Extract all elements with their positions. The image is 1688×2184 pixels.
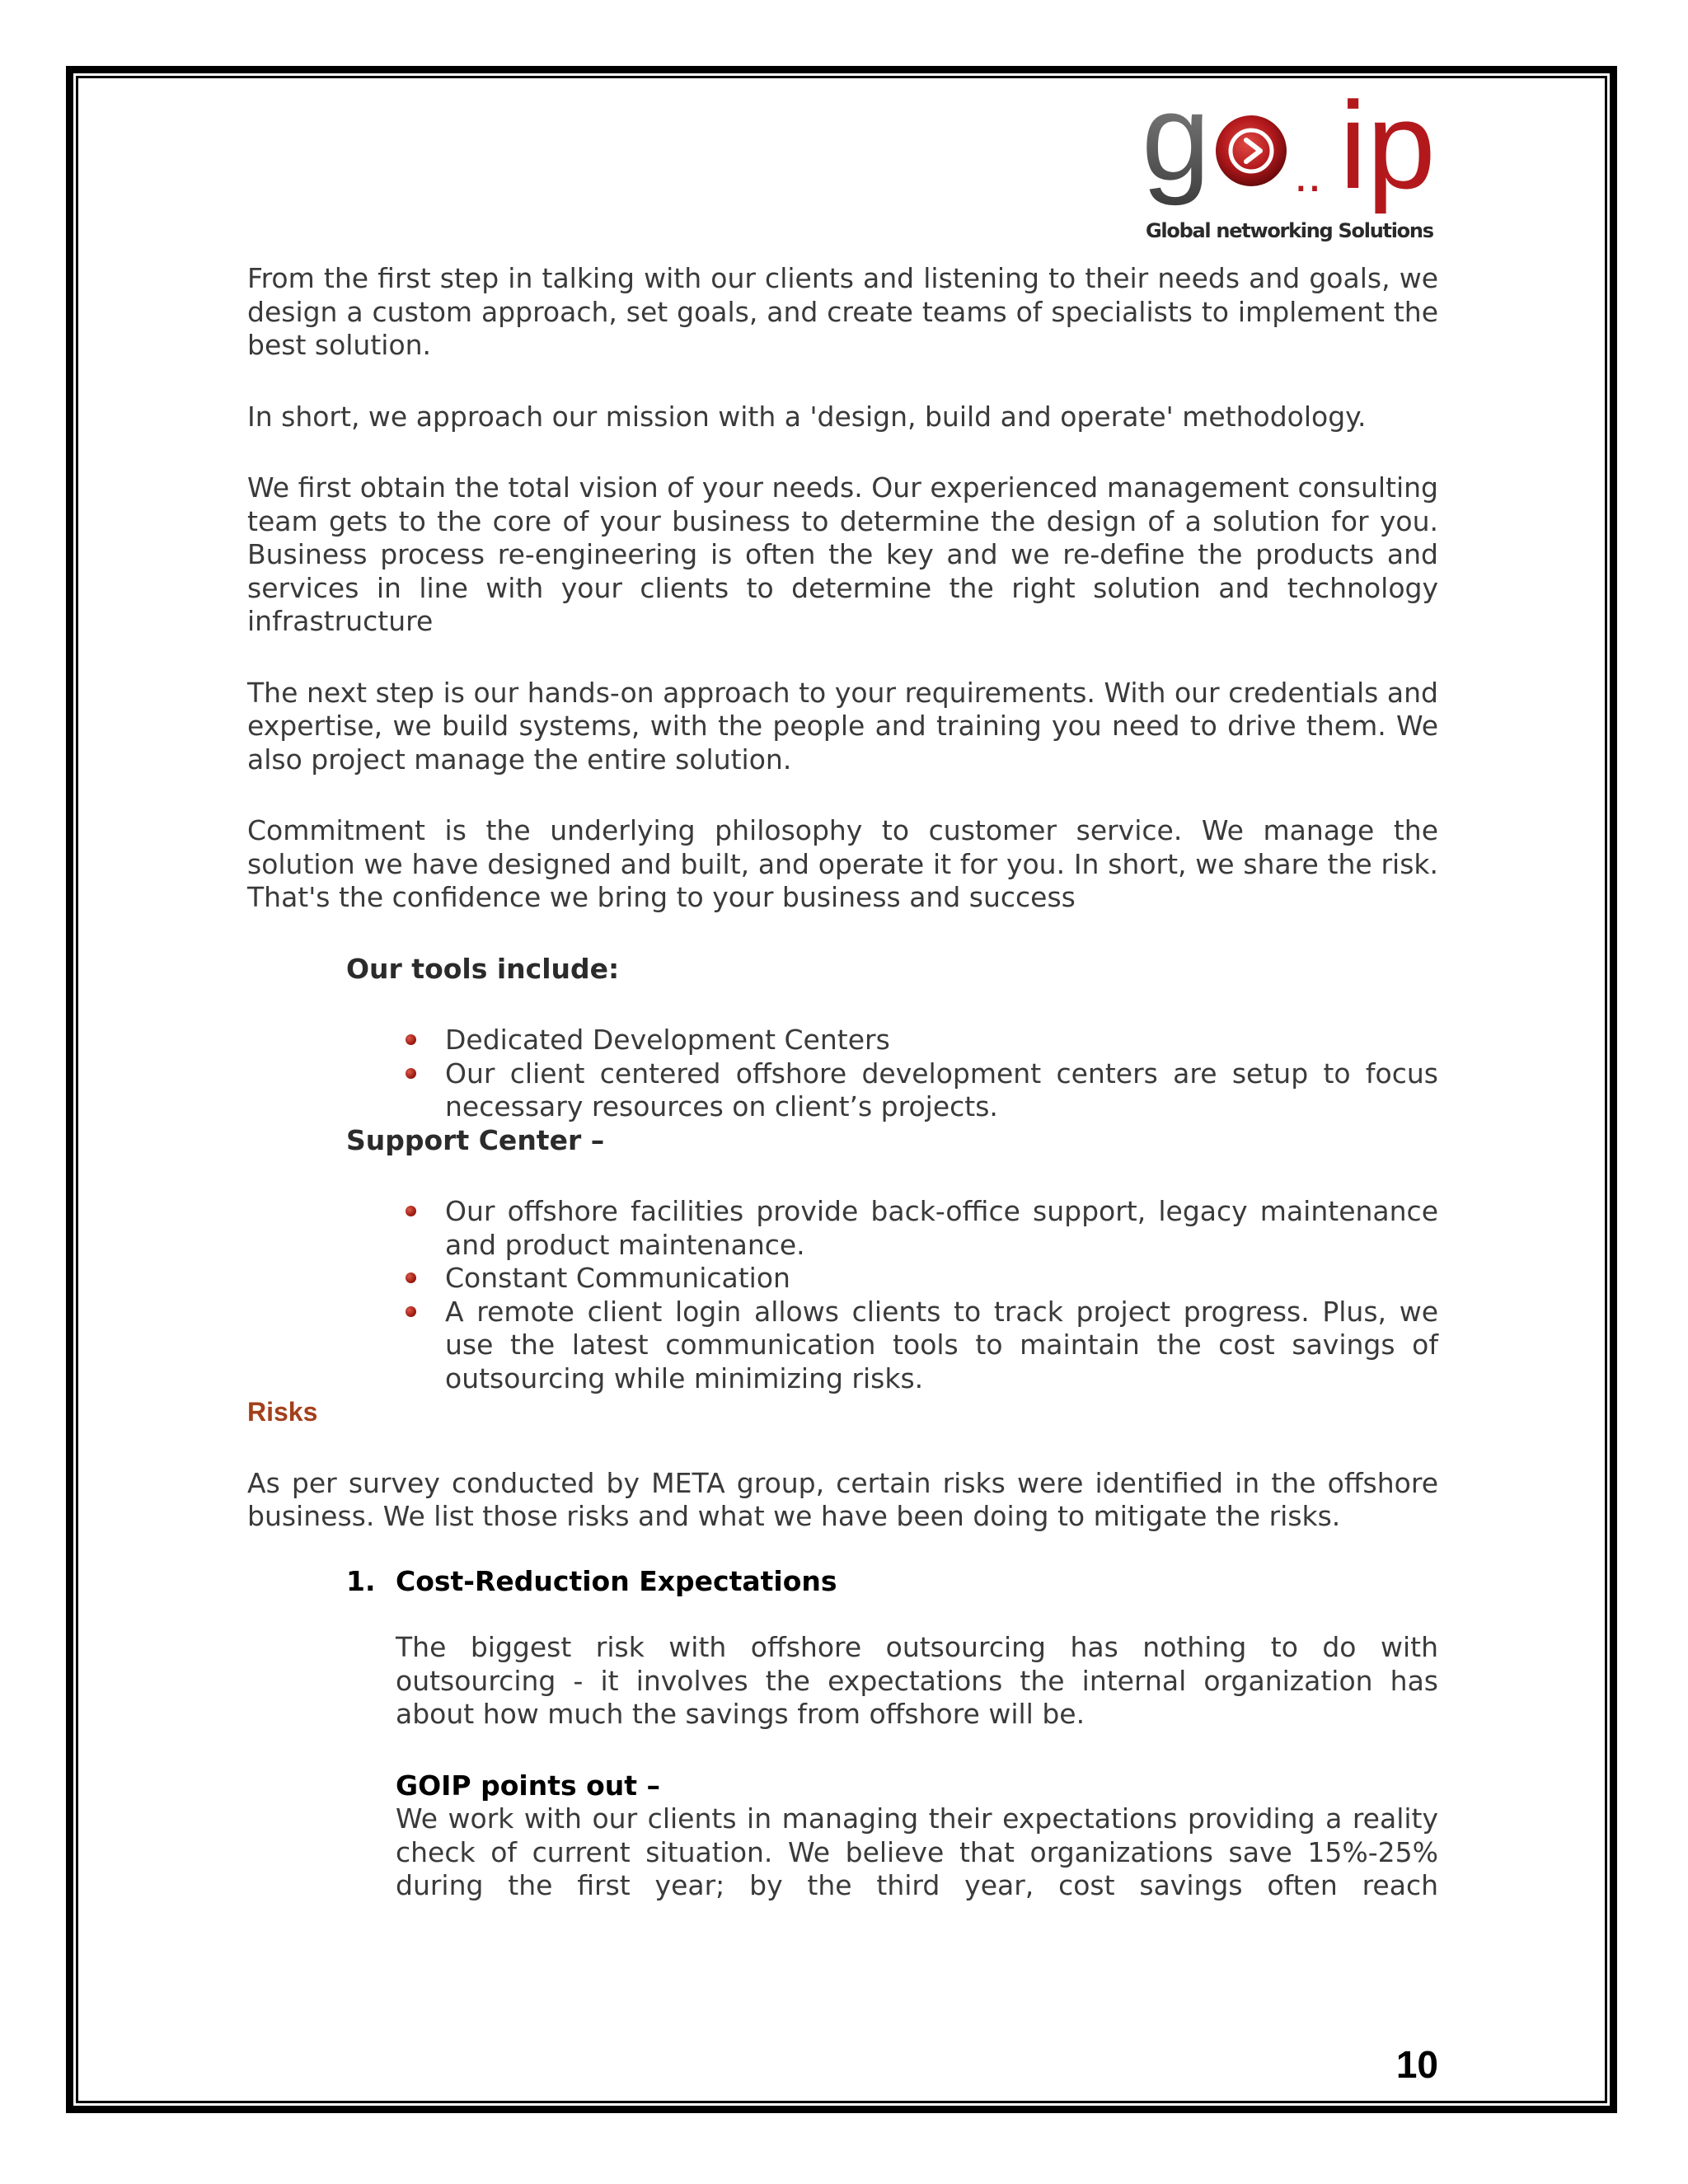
tools-list [445,1024,1438,1124]
list-item [445,1024,1438,1057]
logo-dots: .. [1294,147,1322,202]
support-heading: Support Center – [346,1123,605,1156]
list-item [445,1195,1438,1262]
logo-letters-ip: ip [1339,82,1436,214]
paragraph-methodology: In short, we approach our mission with a 'design, build and operate' methodology. [247,400,1367,433]
list-item-text: Our client centered offshore development centers are setup to focus necessary resources on client’s projects. [445,1057,1438,1122]
page-content [247,262,1438,1903]
paragraph-design: We first obtain the total vision of your needs. Our experienced management consulting team gets to the core of your business to determine the design of a solution for you. Business process re-engineering is often the key and we re-define the products and services in line with your clients to determine the right solution and technology infrastructure [247,471,1438,637]
list-item [445,1262,1438,1296]
bullet-icon [406,1034,416,1045]
paragraph-risks-intro: As per survey conducted by META group, certain risks were identified in the offshore business. We list those risks and what we have been doing to mitigate the risks. [247,1466,1438,1532]
list-item-text: Dedicated Development Centers [445,1024,890,1056]
logo-tagline: Global networking Solutions [1146,219,1434,242]
tools-heading: Our tools include: [346,952,620,985]
paragraph-goip: We work with our clients in managing their expectations providing a reality check of current situation. We believe that organizations save 15%-25% during the first year; by the third year, cost savings often reach [396,1802,1438,1901]
paragraph-risk-1: The biggest risk with offshore outsourcing has nothing to do with outsourcing - it involves the expectations the internal organization has about how much the savings from offshore will be. [396,1631,1438,1730]
bullet-icon [406,1206,416,1216]
paragraph-build: The next step is our hands-on approach to your requirements. With our credentials and expertise, we build systems, with the people and training you need to drive them. We also project manage the entire solution. [247,676,1438,776]
risk-1-number: 1. [346,1564,376,1597]
list-item-text: Constant Communication [445,1262,790,1294]
goip-points-heading: GOIP points out – [396,1769,661,1802]
goip-logo [1142,82,1455,247]
list-item-text: Our offshore facilities provide back-office support, legacy maintenance and product maintenance. [445,1195,1438,1261]
bullet-icon [406,1306,416,1317]
page-number: 10 [1395,2043,1438,2086]
logo-red-ball [1216,115,1287,186]
support-list [445,1195,1438,1395]
risk-1-title: Cost-Reduction Expectations [396,1564,837,1597]
bullet-icon [406,1272,416,1283]
logo-letter-g: g [1142,82,1211,206]
paragraph-intro: From the first step in talking with our clients and listening to their needs and goals, we design a custom approach, set goals, and create teams of specialists to implement the best solution. [247,262,1438,361]
list-item-text: A remote client login allows clients to track project progress. Plus, we use the latest communication tools to maintain the cost savings of outsourcing while minimizing risks. [445,1295,1438,1394]
bullet-icon [406,1068,416,1079]
list-item [445,1057,1438,1124]
list-item [445,1296,1438,1396]
paragraph-operate: Commitment is the underlying philosophy to customer service. We manage the solution we have designed and built, and operate it for you. In short, we share the risk. That's the confidence we bring to your business and success [247,814,1438,913]
risk-1-heading [346,1565,1438,1599]
risks-section-title: Risks [247,1397,318,1427]
